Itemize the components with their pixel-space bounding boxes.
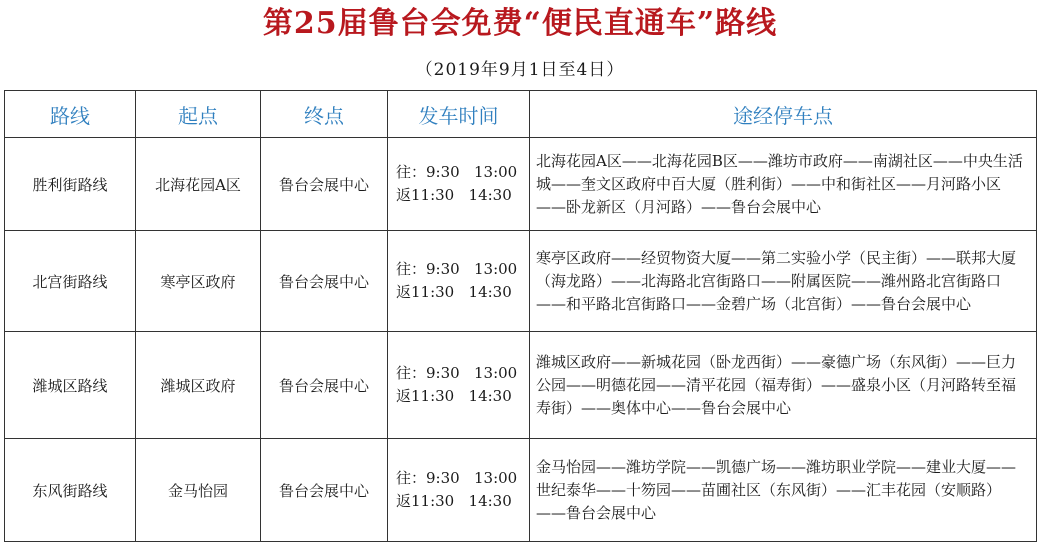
page-title: 第25届鲁台会免费“便民直通车”路线 [262, 6, 778, 41]
route-end: 鲁台会展中心 [261, 231, 388, 332]
route-start: 潍城区政府 [136, 332, 261, 439]
departure-times [388, 231, 530, 332]
time-outbound: 往：9:30 13:00 [396, 364, 518, 382]
route-stops: 金马怡园——潍坊学院——凯德广场——潍坊职业学院——建业大厦——世纪泰华——十笏园——苗圃社区（东风街）——汇丰花园（安顺路）——鲁台会展中心 [530, 439, 1037, 542]
time-outbound: 往：9:30 13:00 [396, 469, 518, 487]
route-name: 东风街路线 [5, 439, 136, 542]
route-name: 胜利街路线 [5, 138, 136, 231]
table-row [5, 439, 1037, 542]
route-stops: 寒亭区政府——经贸物资大厦——第二实验小学（民主街）——联邦大厦（海龙路）——北海路北宫街路口——附属医院——潍州路北宫街路口——和平路北宫街路口——金碧广场（北宫街）——鲁台会展中心 [530, 231, 1037, 332]
route-name: 潍城区路线 [5, 332, 136, 439]
header-start: 起点 [136, 91, 261, 138]
departure-times [388, 332, 530, 439]
route-start: 寒亭区政府 [136, 231, 261, 332]
route-end: 鲁台会展中心 [261, 439, 388, 542]
date-range-subtitle: （2019年9月1日至4日） [415, 60, 625, 80]
route-name: 北宫街路线 [5, 231, 136, 332]
route-end: 鲁台会展中心 [261, 138, 388, 231]
time-return: 返11:30 14:30 [396, 283, 512, 301]
table-row [5, 138, 1037, 231]
table-row [5, 231, 1037, 332]
time-return: 返11:30 14:30 [396, 387, 512, 405]
time-outbound: 往：9:30 13:00 [396, 260, 518, 278]
time-outbound: 往：9:30 13:00 [396, 163, 518, 181]
time-return: 返11:30 14:30 [396, 186, 512, 204]
route-end: 鲁台会展中心 [261, 332, 388, 439]
table-row [5, 332, 1037, 439]
header-stops: 途经停车点 [530, 91, 1037, 138]
table-header-row [5, 91, 1037, 138]
bus-routes-table [4, 90, 1037, 542]
route-stops: 北海花园A区——北海花园B区——潍坊市政府——南湖社区——中央生活城——奎文区政府中百大厦（胜利街）——中和街社区——月河路小区——卧龙新区（月河路）——鲁台会展中心 [530, 138, 1037, 231]
route-stops: 潍城区政府——新城花园（卧龙西街）——豪德广场（东风街）——巨力公园——明德花园——清平花园（福寿街）——盛泉小区（月河路转至福寿街）——奥体中心——鲁台会展中心 [530, 332, 1037, 439]
time-return: 返11:30 14:30 [396, 492, 512, 510]
header-end: 终点 [261, 91, 388, 138]
route-start: 金马怡园 [136, 439, 261, 542]
route-start: 北海花园A区 [136, 138, 261, 231]
header-departure-time: 发车时间 [388, 91, 530, 138]
departure-times [388, 439, 530, 542]
departure-times [388, 138, 530, 231]
header-route: 路线 [5, 91, 136, 138]
